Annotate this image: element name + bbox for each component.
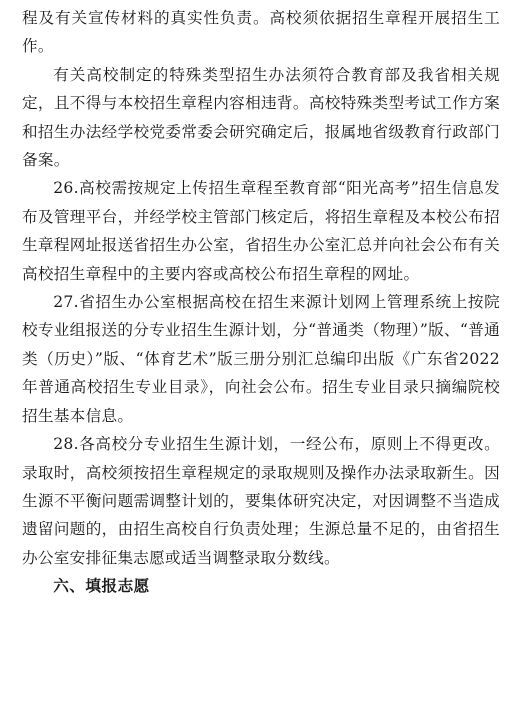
paragraph-item-28: 28.各高校分专业招生生源计划，一经公布，原则上不得更改。录取时，高校须按招生章程规定的录取规则及操作办法录取新生。因生源不平衡问题需调整计划的，要集体研究决定，对因调整不当造成遗留问题的，由招生高校自行负责处理；生源总量不足的，由省招生办公室安排征集志愿或适当调整录取分数线。 [22,435,500,567]
section-heading: 六、填报志愿 [53,577,150,596]
paragraph-item-27: 27.省招生办公室根据高校在招生来源计划网上管理系统上按院校专业组报送的分专业招生生源计划，分“普通类（物理）”版、“普通类（历史）”版、“体育艺术”版三册分别汇总编印出版《广东省2022年普通高校招生专业目录》，向社会公布。招生专业目录只摘编院校招生基本信息。 [22,293,500,425]
document-page [22,4,500,601]
paragraph-continued: 程及有关宣传材料的真实性负责。高校须依据招生章程开展招生工作。 [22,9,500,56]
paragraph-special-admission: 有关高校制定的特殊类型招生办法须符合教育部及我省相关规定，且不得与本校招生章程内容相违背。高校特殊类型考试工作方案和招生办法经学校党委常委会研究确定后，报属地省级教育行政部门备案。 [22,65,500,170]
paragraph-item-26: 26.高校需按规定上传招生章程至教育部“阳光高考”招生信息发布及管理平台，并经学校主管部门核定后，将招生章程及本校公布招生章程网址报送省招生办公室，省招生办公室汇总并向社会公布有关高校招生章程中的主要内容或高校公布招生章程的网址。 [22,179,500,283]
